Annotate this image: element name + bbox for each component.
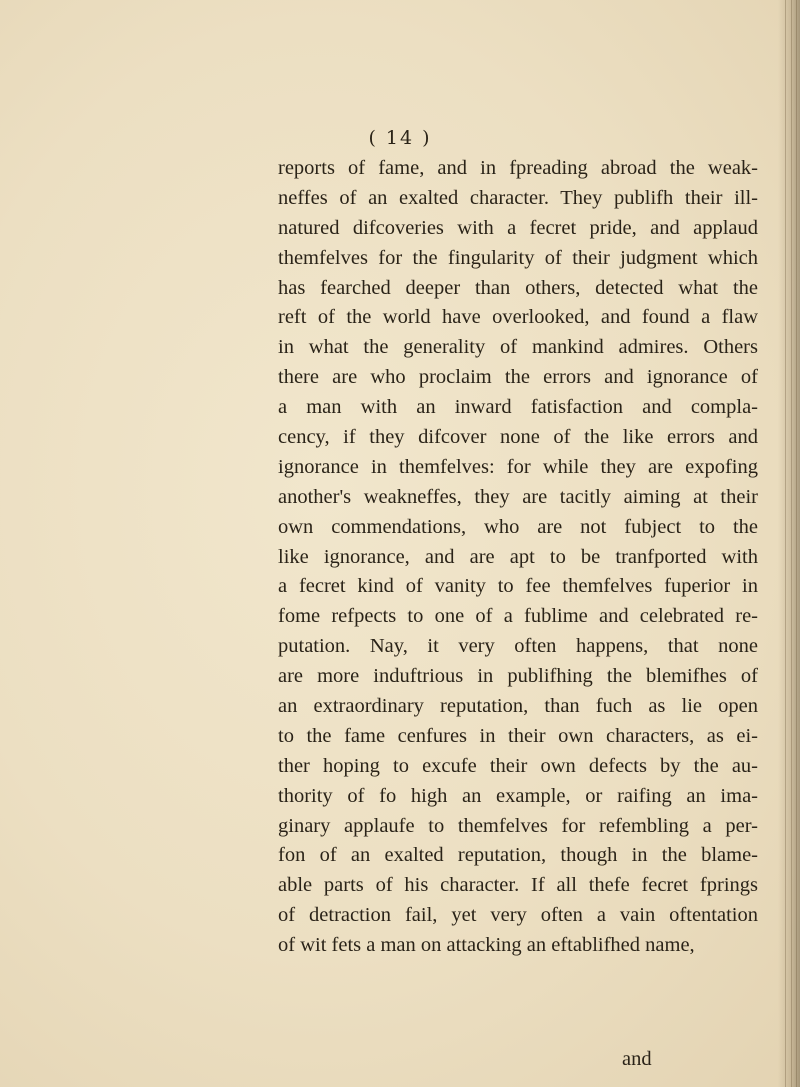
text-line: a man with an inward fatisfaction and compla- <box>278 396 758 419</box>
text-line: able parts of his character. If all thefe fecret fprings <box>278 874 758 897</box>
text-line: own commendations, who are not fubject to the <box>278 515 758 538</box>
text-line: in what the generality of mankind admires. Others <box>278 336 758 359</box>
catchword: and <box>622 1048 652 1070</box>
text-line: a fecret kind of vanity to fee themfelves fuperior in <box>278 575 758 598</box>
text-line: putation. Nay, it very often happens, that none <box>278 635 758 658</box>
text-line: ignorance in themfelves: for while they are expofing <box>278 455 758 478</box>
text-line: ginary applaufe to themfelves for refembling a per- <box>278 814 758 837</box>
text-line: cency, if they difcover none of the like errors and <box>278 426 758 449</box>
text-line: ther hoping to excufe their own defects by the au- <box>278 754 758 777</box>
text-line: neffes of an exalted character. They publifh their ill- <box>278 186 758 209</box>
text-line: thority of fo high an example, or raifing an ima- <box>278 784 758 807</box>
text-line: themfelves for the fingularity of their judgment which <box>278 246 758 269</box>
text-line: of wit fets a man on attacking an eftablifhed name, <box>278 934 695 957</box>
page-edge-line <box>791 0 792 1087</box>
text-line: natured difcoveries with a fecret pride, and applaud <box>278 216 758 239</box>
text-line: of detraction fail, yet very often a vain oftentation <box>278 904 758 927</box>
text-line: reports of fame, and in fpreading abroad the weak- <box>278 157 758 179</box>
text-line: reft of the world have overlooked, and found a flaw <box>278 306 758 329</box>
text-line: are more induftrious in publifhing the blemifhes of <box>278 665 758 688</box>
text-line: like ignorance, and are apt to be tranfported with <box>278 545 758 568</box>
page-number: ( 14 ) <box>368 127 432 149</box>
text-line: fome refpects to one of a fublime and celebrated re- <box>278 605 758 628</box>
text-line: fon of an exalted reputation, though in the blame- <box>278 844 758 867</box>
text-line: another's weakneffes, they are tacitly aiming at their <box>278 485 758 508</box>
text-line: to the fame cenfures in their own characters, as ei- <box>278 724 758 747</box>
body-text <box>278 154 758 961</box>
page-edge-line <box>785 0 786 1087</box>
text-line: an extraordinary reputation, than fuch as lie open <box>278 695 758 718</box>
text-line: there are who proclaim the errors and ignorance of <box>278 366 758 389</box>
text-line: has fearched deeper than others, detected what the <box>278 276 758 299</box>
page-edge-line <box>796 0 797 1087</box>
